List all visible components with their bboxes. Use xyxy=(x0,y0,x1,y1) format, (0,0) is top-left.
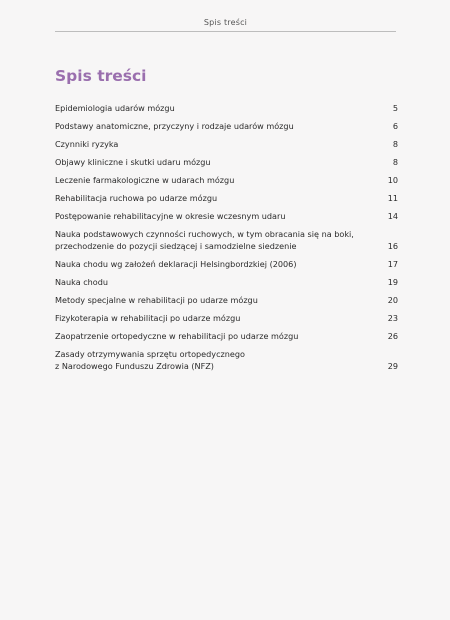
toc-entry[interactable] xyxy=(55,289,398,307)
toc-entry-title: Leczenie farmakologiczne w udarach mózgu xyxy=(55,175,235,185)
toc-entry-page: 29 xyxy=(387,361,398,371)
toc-entry-title: Czynniki ryzyka xyxy=(55,139,119,149)
toc-entry-title: Podstawy anatomiczne, przyczyny i rodzaje udarów mózgu xyxy=(55,121,294,131)
running-header: Spis treści xyxy=(203,18,248,27)
toc-entry[interactable] xyxy=(55,169,398,187)
toc-entry[interactable] xyxy=(55,187,398,205)
toc-entry[interactable] xyxy=(55,325,398,343)
toc-entry-page: 5 xyxy=(392,103,398,113)
toc-entry[interactable] xyxy=(55,115,398,133)
toc-entry[interactable] xyxy=(55,205,398,223)
toc-entry-title: Postępowanie rehabilitacyjne w okresie wczesnym udaru xyxy=(55,211,286,221)
toc-entry[interactable] xyxy=(55,271,398,289)
toc-entry-title: Objawy kliniczne i skutki udaru mózgu xyxy=(55,157,211,167)
toc-entry-title: Metody specjalne w rehabilitacji po udarze mózgu xyxy=(55,295,258,305)
toc-entry-title: Epidemiologia udarów mózgu xyxy=(55,103,175,113)
header-rule xyxy=(55,31,396,32)
toc-entry-title: Fizykoterapia w rehabilitacji po udarze mózgu xyxy=(55,313,241,323)
toc-entry-page: 8 xyxy=(392,139,398,149)
toc-entry-title: Nauka chodu xyxy=(55,277,109,287)
toc-entry-title: Zaopatrzenie ortopedyczne w rehabilitacji po udarze mózgu xyxy=(55,331,299,341)
toc-entry-page: 6 xyxy=(392,121,398,131)
toc-entry-title: Rehabilitacja ruchowa po udarze mózgu xyxy=(55,193,218,203)
toc-entry-page: 26 xyxy=(387,331,398,341)
toc-entry-page: 16 xyxy=(387,241,398,251)
toc-entry-page: 17 xyxy=(387,259,398,269)
toc-entry[interactable] xyxy=(55,223,398,253)
toc-entry-title: Nauka podstawowych czynności ruchowych, w tym obracania się na boki, przechodzenie do pozycji siedzącej i samodzielne siedzenie xyxy=(55,229,354,251)
toc-entry[interactable] xyxy=(55,133,398,151)
toc-entry-title: Zasady otrzymywania sprzętu ortopedycznego z Narodowego Funduszu Zdrowia (NFZ) xyxy=(55,349,245,371)
toc-entry-page: 20 xyxy=(387,295,398,305)
toc-entry-page: 8 xyxy=(392,157,398,167)
toc-list xyxy=(55,97,398,373)
toc-entry-title: Nauka chodu wg założeń deklaracji Helsingbordzkiej (2006) xyxy=(55,259,297,269)
toc-entry-page: 23 xyxy=(387,313,398,323)
toc-entry-page: 10 xyxy=(387,175,398,185)
toc-entry-page: 19 xyxy=(387,277,398,287)
toc-entry[interactable] xyxy=(55,97,398,115)
toc-entry[interactable] xyxy=(55,307,398,325)
toc-entry[interactable] xyxy=(55,343,398,373)
toc-entry-page: 11 xyxy=(387,193,398,203)
toc-entry-page: 14 xyxy=(387,211,398,221)
toc-entry[interactable] xyxy=(55,253,398,271)
toc-entry[interactable] xyxy=(55,151,398,169)
page-title: Spis treści xyxy=(55,67,147,85)
